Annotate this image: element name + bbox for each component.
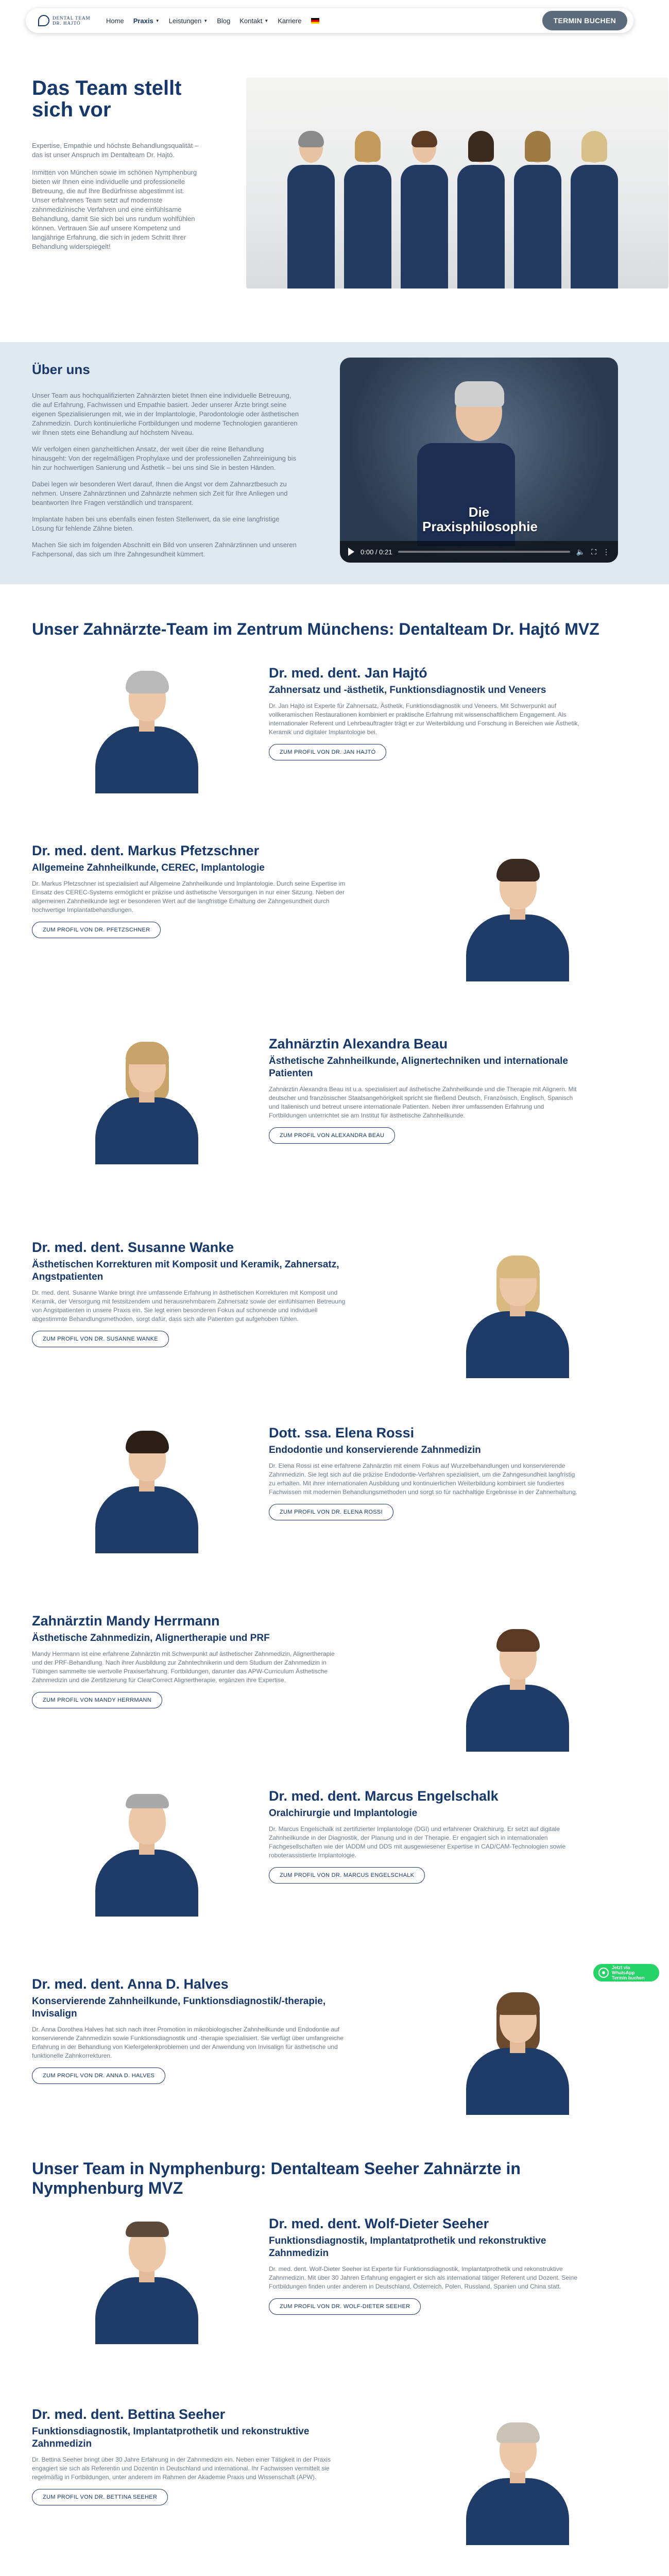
team-member-figure <box>287 133 335 289</box>
member-specialty: Konservierende Zahnheilkunde, Funktionsdiagnostik/-therapie, Invisalign <box>32 1996 326 2019</box>
member-name: Dr. med. dent. Wolf-Dieter Seeher <box>269 2216 489 2231</box>
page-title: Das Team stellt sich vor <box>32 77 182 121</box>
logo[interactable] <box>38 15 100 26</box>
more-options-icon[interactable]: ⋮ <box>603 547 610 556</box>
logo-mark-icon <box>38 15 49 26</box>
profile-button[interactable]: ZUM PROFIL VON DR. JAN HAJTÓ <box>269 744 386 760</box>
member-name: Dr. med. dent. Markus Pfetzschner <box>32 843 260 858</box>
member-avatar <box>458 1623 577 1752</box>
profile-button[interactable]: ZUM PROFIL VON DR. WOLF-DIETER SEEHER <box>269 2298 421 2315</box>
member-description: Dr. Anna Dorothea Halves hat sich nach ihrer Promotion in mikrobiologischer Zahnheilkunde und Endodontie auf konservierende Zahnmedizin sowie Funktionsdiagnostik und -therapie spezialisiert. Sie verfügt über umfangreiche Erfahrung in der Behandlung von Kiefergelenkproblemen und der Anwendung von Invisalign für ästhetische und funktionelle Zahnkorrekturen. <box>32 2026 344 2059</box>
member-name: Dr. med. dent. Jan Hajtó <box>269 665 427 681</box>
hero-paragraph: Expertise, Empathie und höchste Behandlungsqualität – das ist unser Anspruch im Dentalteam Dr. Hajtó. <box>32 142 199 159</box>
team-member-card <box>0 1239 669 1394</box>
nav-link-karriere[interactable]: Karriere <box>278 16 302 25</box>
profile-button[interactable]: ZUM PROFIL VON DR. ELENA ROSSI <box>269 1504 393 1520</box>
member-avatar <box>88 1788 206 1917</box>
member-description: Zahnärztin Alexandra Beau ist u.a. spezialisiert auf ästhetische Zahnheilkunde und die Therapie mit Alignern. Mit deutscher und französischer Staatsangehörigkeit spricht sie fließend Deutsch, Französisch, Englisch, Spanisch und Italienisch und betreut unsere internationale Patienten. Neben ihrer umfassenden Erfahrung und Fortbildungen unterrichtet sie am Institut für ästhetische Zahnheilkunde. <box>269 1086 577 1119</box>
member-specialty: Ästhetische Zahnmedizin, Alignertherapie und PRF <box>32 1633 270 1643</box>
team-member-card <box>0 1613 669 1767</box>
chevron-down-icon: ▼ <box>264 18 269 23</box>
member-avatar <box>88 1425 206 1553</box>
play-icon[interactable] <box>348 548 354 556</box>
ueber-paragraph: Unser Team aus hochqualifizierten Zahnärzten bietet Ihnen eine individuelle Betreuung, die auf Erfahrung, Fachwissen und Empathie basiert. Jeder unserer Ärzte bringt seine eigenen Spezialisierungen mit, wie in der Implantologie, Parodontologie oder ästhetischen Zahnmedizin. Durch kontinuierliche Fortbildungen und moderne Technologien garantieren wir Ihnen stets eine Behandlung auf höchstem Niveau. <box>32 392 299 436</box>
video-progress-bar[interactable] <box>398 551 570 553</box>
team-member-figure <box>514 133 561 289</box>
member-info <box>269 1425 583 1520</box>
ueber-uns-title: Über uns <box>32 362 90 377</box>
team-member-card <box>0 665 669 819</box>
team-photo <box>246 77 668 289</box>
whatsapp-booking-button[interactable] <box>593 1964 659 1981</box>
termin-buchen-button[interactable]: TERMIN BUCHEN <box>542 11 627 30</box>
member-name: Zahnärztin Mandy Herrmann <box>32 1613 220 1629</box>
member-specialty: Ästhetische Zahnheilkunde, Alignertechniken und internationale Patienten <box>269 1056 568 1079</box>
member-description: Dr. Jan Hajtó ist Experte für Zahnersatz, Ästhetik, Funktionsdiagnostik und Veneers. Mit Schwerpunkt auf vollkeramischen Restaurationen kombiniert er praktische Erfahrung mit wissenschaftlichem Engagement. Als internationaler Referent und Lehrbeauftragter trägt er zur Weiterbildung und Forschung in Bereichen wie Ästhetik, Keramik und digitaler Implantologie bei. <box>269 702 579 736</box>
ueber-paragraph: Dabei legen wir besonderen Wert darauf, Ihnen die Angst vor dem Zahnarztbesuch zu nehmen. Unsere Zahnärztinnen und Zahnärzte nehmen sich Zeit für Ihre Anliegen und beantworten Ihre Fragen verständlich und transparent. <box>32 480 288 506</box>
ueber-paragraph: Wir verfolgen einen ganzheitlichen Ansatz, der weit über die reine Behandlung hinausgeht: Von der regelmäßigen Prophylaxe und der professionellen Zahnreinigung bis hin zur hochwertigen Sanierung und Ästhetik – bei uns sind Sie in besten Händen. <box>32 445 297 471</box>
team-member-card <box>0 842 669 997</box>
section-title-muenchen: Unser Zahnärzte-Team im Zentrum Münchens: Dentalteam Dr. Hajtó MVZ <box>32 620 599 638</box>
member-description: Mandy Herrmann ist eine erfahrene Zahnärztin mit Schwerpunkt auf ästhetischer Zahnmedizin, Alignertherapie und der PRF-Behandlung. Nach ihrer Ausbildung zur Zahntechnikerin und dem Studium der Zahnmedizin in Tübingen sammelte sie wertvolle Praxiserfahrung. Fortbildungen, darunter das APW-Curriculum Ästhetische Zahnmedizin und die Zertifizierung für ClearCorrect Alignertherapie, ergänzen ihre Expertise. <box>32 1650 335 1684</box>
nav-link-kontakt[interactable]: Kontakt ▼ <box>239 16 269 25</box>
profile-button[interactable]: ZUM PROFIL VON ALEXANDRA BEAU <box>269 1127 395 1144</box>
member-specialty: Zahnersatz und -ästhetik, Funktionsdiagnostik und Veneers <box>269 685 546 696</box>
member-info <box>269 1036 583 1144</box>
member-description: Dr. Elena Rossi ist eine erfahrene Zahnärztin mit einem Fokus auf Wurzelbehandlungen und konservierende Zahnmedizin. Sie legt sich auf die präzise Endodontie-Verfahren spezialisiert, um die Zahngesundheit langfristig zu erhalten. Mit ihrer internationalen Ausbildung und kontinuierlichen Weiterbildung kombiniert sie fundiertes Fachwissen mit modernen Behandlungsmethoden und sorgt so für nachhaltige Ergebnisse in der Zahnerhaltung. <box>269 1462 578 1496</box>
video-time: 0:00 / 0:21 <box>361 548 392 556</box>
member-description: Dr. Bettina Seeher bringt über 30 Jahre Erfahrung in der Zahnmedizin ein. Neben einer Tätigkeit in der Praxis engagiert sie sich als Referentin und Dozentin in Deutschland und international. Ihr Fachwissen vermittelt sie regelmäßig in Fortbildungen, unter anderem im Rahmen der Akademie Praxis und Wissenschaft (APW). <box>32 2456 331 2481</box>
member-info <box>32 842 346 938</box>
team-member-figure <box>401 133 448 289</box>
ueber-uns-section <box>0 342 669 584</box>
member-info <box>269 2215 583 2315</box>
member-name: Dr. med. dent. Marcus Engelschalk <box>269 1788 499 1804</box>
member-specialty: Ästhetischen Korrekturen mit Komposit und Keramik, Zahnersatz, Angstpatienten <box>32 1259 339 1282</box>
member-info <box>32 1976 346 2084</box>
member-avatar <box>88 2215 206 2344</box>
german-flag-icon[interactable] <box>311 18 319 24</box>
whatsapp-icon <box>598 1968 609 1978</box>
team-member-card <box>0 1976 669 2130</box>
hero-intro <box>32 141 202 260</box>
member-description: Dr. Marcus Engelschalk ist zertifizierter Implantologe (DGI) und erfahrener Oralchirurg. Er setzt auf digitale Zahnheilkunde in der Diagnostik, der Planung und in der Therapie. Er engagiert sich in internationalen Fachgesellschaften wie der IADDM und DDS mit ausgewiesener Expertise in CAD/CAM-Technologien sowie roboterassistierte Implantologie. <box>269 1825 566 1859</box>
team-member-card <box>0 2215 669 2370</box>
member-info <box>32 1613 346 1708</box>
member-avatar <box>458 1249 577 1378</box>
team-member-card <box>0 1788 669 1942</box>
member-info <box>32 2406 346 2505</box>
ueber-paragraph: Implantate haben bei uns ebenfalls einen festen Stellenwert, da sie eine langfristige Lösung für fehlende Zähne bieten. <box>32 515 280 532</box>
member-avatar <box>458 853 577 981</box>
team-member-card <box>0 1036 669 1190</box>
member-specialty: Funktionsdiagnostik, Implantatprothetik und rekonstruktive Zahnmedizin <box>32 2426 310 2449</box>
nav-link-home[interactable]: Home <box>106 16 124 25</box>
nav-link-blog[interactable]: Blog <box>217 16 231 25</box>
member-info <box>269 1788 583 1884</box>
profile-button[interactable]: ZUM PROFIL VON DR. ANNA D. HALVES <box>32 2067 165 2084</box>
profile-button[interactable]: ZUM PROFIL VON MANDY HERRMANN <box>32 1692 162 1708</box>
profile-button[interactable]: ZUM PROFIL VON DR. SUSANNE WANKE <box>32 1331 169 1347</box>
ueber-paragraph: Machen Sie sich im folgenden Abschnitt ein Bild von unseren Zahnärztinnen und unseren Fachpersonal, das sich um Ihre Zahngesundheit kümmert. <box>32 541 297 558</box>
profile-button[interactable]: ZUM PROFIL VON DR. BETTINA SEEHER <box>32 2489 168 2505</box>
member-avatar <box>458 2416 577 2545</box>
main-navigation <box>26 8 633 33</box>
member-avatar <box>88 1036 206 1164</box>
team-member-card <box>0 1425 669 1579</box>
member-description: Dr. med. dent. Wolf-Dieter Seeher ist Experte für Funktionsdiagnostik, Implantatprothetik und rekonstruktive Zahnmedizin. Mit über 30 Jahren Erfahrung engagiert er sich als international tätiger Referent und Dozent. Seine Fortbildungen finden unter anderem in Deutschland, Österreich, Polen, Russland, Spanien und China statt. <box>269 2265 578 2290</box>
team-member-card <box>0 2406 669 2561</box>
fullscreen-icon[interactable]: ⛶ <box>591 547 596 556</box>
nav-link-leistungen[interactable]: Leistungen ▼ <box>168 16 208 25</box>
team-member-figure <box>344 133 391 289</box>
member-description: Dr. Markus Pfetzschner ist spezialisiert auf Allgemeine Zahnheilkunde und Implantologie. Durch seine Expertise im Einsatz des CEREC-Systems ermöglicht er präzise und ästhetische Versorgungen in nur einer Sitzung. Neben der allgemeinen Zahnheilkunde legt er besonderen Wert auf die langfristige Erhaltung der Zahngesundheit durch hochwertige Implantatbehandlungen. <box>32 880 346 913</box>
section-title-nymphenburg: Unser Team in Nymphenburg: Dentalteam Seeher Zahnärzte in Nymphenburg MVZ <box>32 2159 521 2197</box>
member-specialty: Funktionsdiagnostik, Implantatprothetik und rekonstruktive Zahnmedizin <box>269 2235 546 2259</box>
member-specialty: Oralchirurgie und Implantologie <box>269 1808 418 1819</box>
hero-paragraph: Inmitten von München sowie im schönen Nymphenburg bieten wir Ihnen eine individuelle und professionelle Betreuung, die auf Ihre Bedürfnisse abgestimmt ist. Unser erfahrenes Team setzt auf modernste zahnmedizinische Verfahren und eine einfühlsame Behandlung, damit Sie sich bei uns rundum wohlfühlen können. Vertrauen Sie auf unsere Kompetenz und langjährige Erfahrung, die sich in jedem Schritt Ihrer Behandlung widerspiegelt! <box>32 168 197 250</box>
member-name: Dr. med. dent. Bettina Seeher <box>32 2406 226 2422</box>
logo-text: DENTAL TEAM DR. HAJTÓ <box>53 15 91 26</box>
video-controls <box>340 541 618 563</box>
team-member-figure <box>457 133 505 289</box>
member-specialty: Endodontie und konservierende Zahnmedizin <box>269 1445 481 1455</box>
member-name: Dr. med. dent. Anna D. Halves <box>32 1976 229 1992</box>
member-name: Dr. med. dent. Susanne Wanke <box>32 1240 234 1255</box>
member-name: Dott. ssa. Elena Rossi <box>269 1425 415 1440</box>
whatsapp-label: Jetzt via WhatsApp Termin buchen <box>611 1965 645 1980</box>
praxisphilosophie-video[interactable] <box>340 358 618 563</box>
video-caption: Die Praxisphilosophie <box>422 504 538 534</box>
team-member-figure <box>571 133 618 289</box>
member-description: Dr. med. dent. Susanne Wanke bringt ihre umfassende Erfahrung in ästhetischen Korrekturen mit Komposit und Keramik, der Versorgung mit festsitzendem und herausnehmbarem Zahnersatz sowie der einfühlsamen Betreuung von Angstpatienten in unsere Praxis ein. Sie legt einen besonderen Fokus auf schonende und individuell abgestimmte Behandlungsmethoden, sorgt dafür, dass sich alle Patienten gut aufgehoben fühlen. <box>32 1289 346 1323</box>
member-info <box>32 1239 346 1347</box>
member-specialty: Allgemeine Zahnheilkunde, CEREC, Implantologie <box>32 862 265 873</box>
volume-icon[interactable]: 🔈 <box>576 547 586 556</box>
chevron-down-icon: ▼ <box>203 18 208 23</box>
profile-button[interactable]: ZUM PROFIL VON DR. MARCUS ENGELSCHALK <box>269 1867 425 1884</box>
ueber-uns-text <box>32 391 300 566</box>
member-name: Zahnärztin Alexandra Beau <box>269 1036 448 1052</box>
member-avatar <box>88 665 206 793</box>
profile-button[interactable]: ZUM PROFIL VON DR. PFETZSCHNER <box>32 922 161 938</box>
nav-link-praxis[interactable]: Praxis ▼ <box>133 16 160 25</box>
nav-links <box>106 17 319 25</box>
chevron-down-icon: ▼ <box>155 18 160 23</box>
member-info <box>269 665 583 760</box>
member-avatar <box>458 1986 577 2115</box>
